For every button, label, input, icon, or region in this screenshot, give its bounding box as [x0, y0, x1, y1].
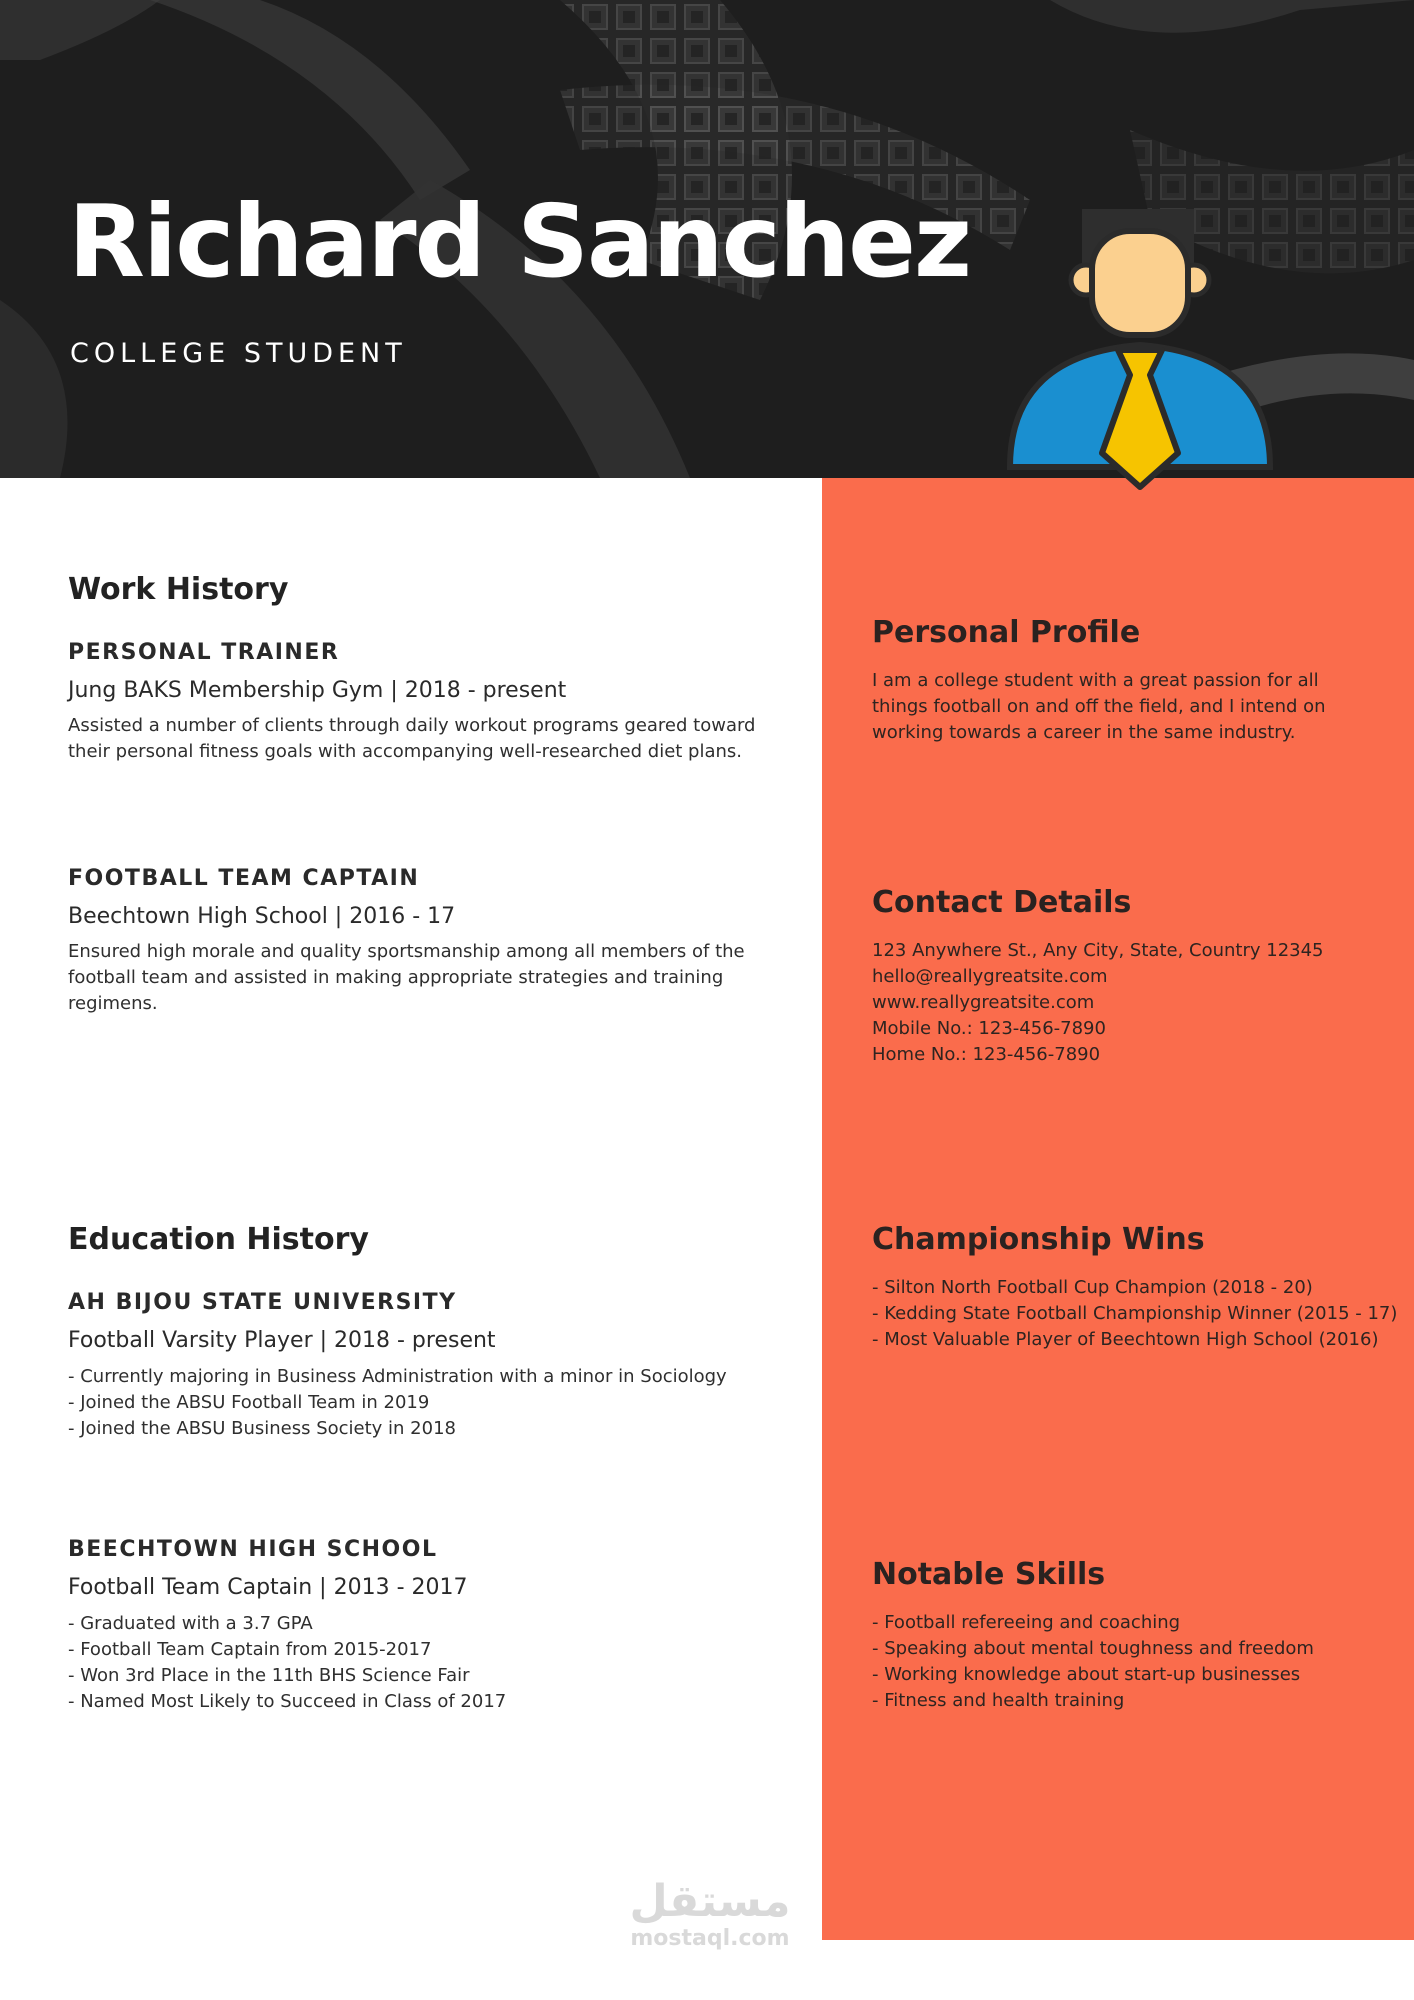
- championship-list: [872, 1275, 1398, 1353]
- watermark-latin: mostaql.com: [630, 1926, 790, 1951]
- list-item: - Speaking about mental toughness and freedom: [872, 1638, 1314, 1659]
- list-item: - Kedding State Football Championship Winner (2015 - 17): [872, 1303, 1398, 1324]
- school-role: Football Varsity Player | 2018 - present: [68, 1328, 496, 1353]
- personal-profile-text: I am a college student with a great passion for all things football on and off the field, and I intend on working towards a career in the same industry.: [872, 670, 1326, 743]
- list-item: - Won 3rd Place in the 11th BHS Science Fair: [68, 1665, 470, 1686]
- contact-home: Home No.: 123-456-7890: [872, 1044, 1101, 1065]
- job-title: PERSONAL TRAINER: [68, 640, 340, 665]
- list-item: - Silton North Football Cup Champion (2018 - 20): [872, 1277, 1313, 1298]
- notable-skills-heading: Notable Skills: [872, 1557, 1106, 1592]
- job-description: Ensured high morale and quality sportsmanship among all members of the football team and assisted in making appropriate strategies and training regimens.: [68, 941, 745, 1014]
- contact-mobile: Mobile No.: 123-456-7890: [872, 1018, 1106, 1039]
- contact-details: [872, 938, 1372, 1068]
- list-item: - Football refereeing and coaching: [872, 1612, 1181, 1633]
- school-details-list: [68, 1611, 788, 1715]
- school-details-list: [68, 1364, 788, 1442]
- job-description: Assisted a number of clients through daily workout programs geared toward their personal fitness goals with accompanying well-researched diet plans.: [68, 715, 756, 762]
- contact-email[interactable]: hello@reallygreatsite.com: [872, 966, 1108, 987]
- job-employer: Beechtown High School | 2016 - 17: [68, 904, 456, 929]
- championship-wins-heading: Championship Wins: [872, 1222, 1205, 1257]
- school-role: Football Team Captain | 2013 - 2017: [68, 1575, 468, 1600]
- work-history-heading: Work History: [68, 572, 289, 607]
- list-item: - Working knowledge about start-up businesses: [872, 1664, 1301, 1685]
- list-item: - Fitness and health training: [872, 1690, 1125, 1711]
- watermark-arabic: مستقل: [629, 1876, 791, 1927]
- candidate-role: COLLEGE STUDENT: [70, 338, 407, 369]
- school-name: BEECHTOWN HIGH SCHOOL: [68, 1537, 438, 1562]
- list-item: - Named Most Likely to Succeed in Class of 2017: [68, 1691, 507, 1712]
- education-history-heading: Education History: [68, 1222, 369, 1257]
- list-item: - Joined the ABSU Football Team in 2019: [68, 1392, 430, 1413]
- list-item: - Graduated with a 3.7 GPA: [68, 1613, 313, 1634]
- job-title: FOOTBALL TEAM CAPTAIN: [68, 866, 420, 891]
- list-item: - Joined the ABSU Business Society in 2018: [68, 1418, 456, 1439]
- candidate-name: Richard Sanchez: [68, 183, 971, 300]
- job-employer: Jung BAKS Membership Gym | 2018 - present: [68, 678, 567, 703]
- list-item: - Most Valuable Player of Beechtown High School (2016): [872, 1329, 1379, 1350]
- school-name: AH BIJOU STATE UNIVERSITY: [68, 1290, 457, 1315]
- list-item: - Currently majoring in Business Administration with a minor in Sociology: [68, 1366, 727, 1387]
- contact-website[interactable]: www.reallygreatsite.com: [872, 992, 1095, 1013]
- personal-profile-heading: Personal Profile: [872, 615, 1141, 650]
- contact-address: 123 Anywhere St., Any City, State, Country 12345: [872, 940, 1324, 961]
- watermark: [610, 1876, 810, 1951]
- list-item: - Football Team Captain from 2015-2017: [68, 1639, 432, 1660]
- avatar: [1000, 205, 1280, 495]
- contact-details-heading: Contact Details: [872, 885, 1132, 920]
- skills-list: [872, 1610, 1372, 1714]
